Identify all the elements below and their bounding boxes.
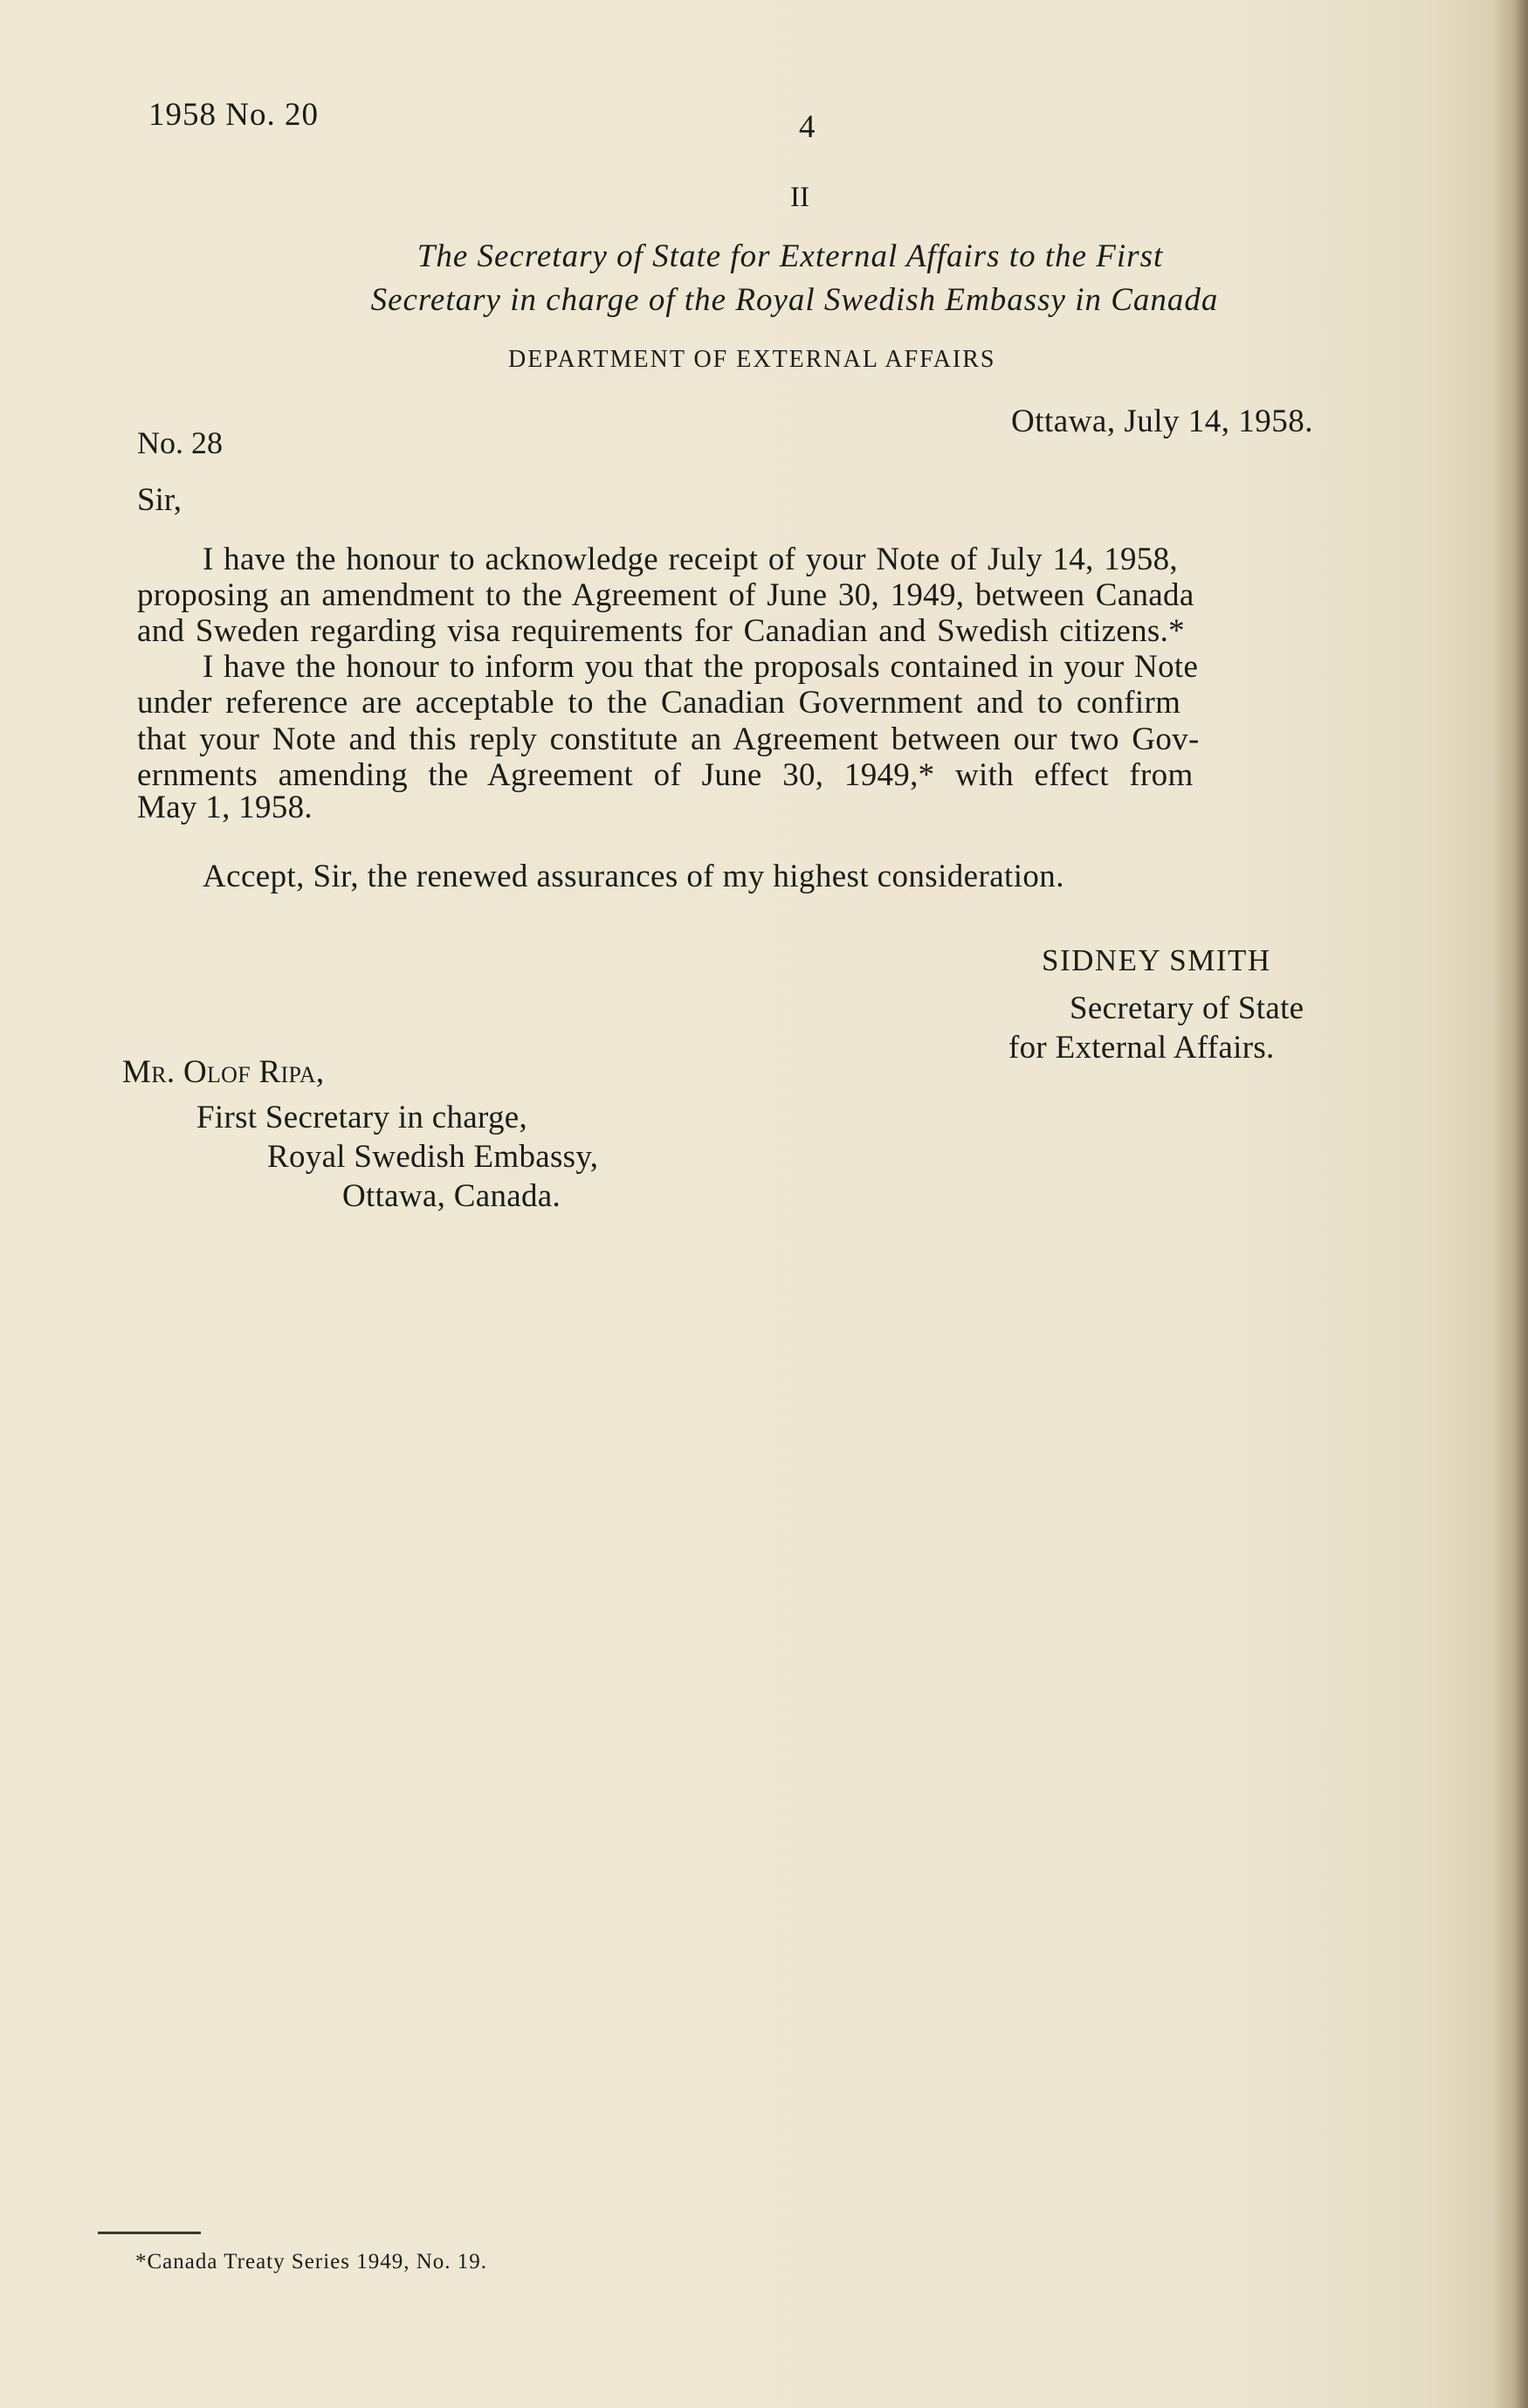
document-title-line-2: Secretary in charge of the Royal Swedish Embassy in Canada [370, 282, 1219, 318]
page-number: 4 [799, 109, 816, 145]
footnote: *Canada Treaty Series 1949, No. 19. [135, 2250, 488, 2273]
addressee-name: Mr. Olof Ripa, [122, 1054, 325, 1090]
body-line: under reference are acceptable to the Canadian Government and to confirm [137, 685, 1181, 721]
running-head: 1958 No. 20 [148, 97, 319, 133]
place-date: Ottawa, July 14, 1958. [1011, 404, 1314, 439]
body-line: I have the honour to acknowledge receipt of your Note of July 14, 1958, [203, 542, 1178, 577]
addressee-city: Ottawa, Canada. [342, 1178, 561, 1214]
body-line: I have the honour to inform you that the proposals contained in your Note [203, 649, 1199, 685]
salutation: Sir, [137, 482, 182, 518]
body-line: May 1, 1958. [137, 790, 313, 825]
document-title-line-1: The Secretary of State for External Affairs to the First [416, 238, 1164, 274]
signer-name: SIDNEY SMITH [1042, 943, 1271, 977]
body-line: and Sweden regarding visa requirements for Canadian and Swedish citizens.* [137, 613, 1185, 649]
addressee-position: First Secretary in charge, [196, 1100, 528, 1135]
body-line: ernments amending the Agreement of June 30, 1949,* with effect from [137, 757, 1194, 793]
body-line: that your Note and this reply constitute an Agreement between our two Gov- [137, 721, 1200, 757]
signer-title-line-2: for External Affairs. [1008, 1030, 1275, 1066]
department-heading: DEPARTMENT OF EXTERNAL AFFAIRS [508, 346, 996, 373]
body-line: proposing an amendment to the Agreement of June 30, 1949, between Canada [137, 577, 1194, 613]
page-spine-shadow [1493, 0, 1528, 2408]
note-number: No. 28 [137, 425, 223, 460]
section-number: II [790, 182, 809, 213]
footnote-divider [98, 2232, 201, 2234]
signer-title-line-1: Secretary of State [1070, 990, 1304, 1026]
addressee-organization: Royal Swedish Embassy, [267, 1139, 599, 1175]
closing-line: Accept, Sir, the renewed assurances of my highest consideration. [203, 859, 1064, 894]
